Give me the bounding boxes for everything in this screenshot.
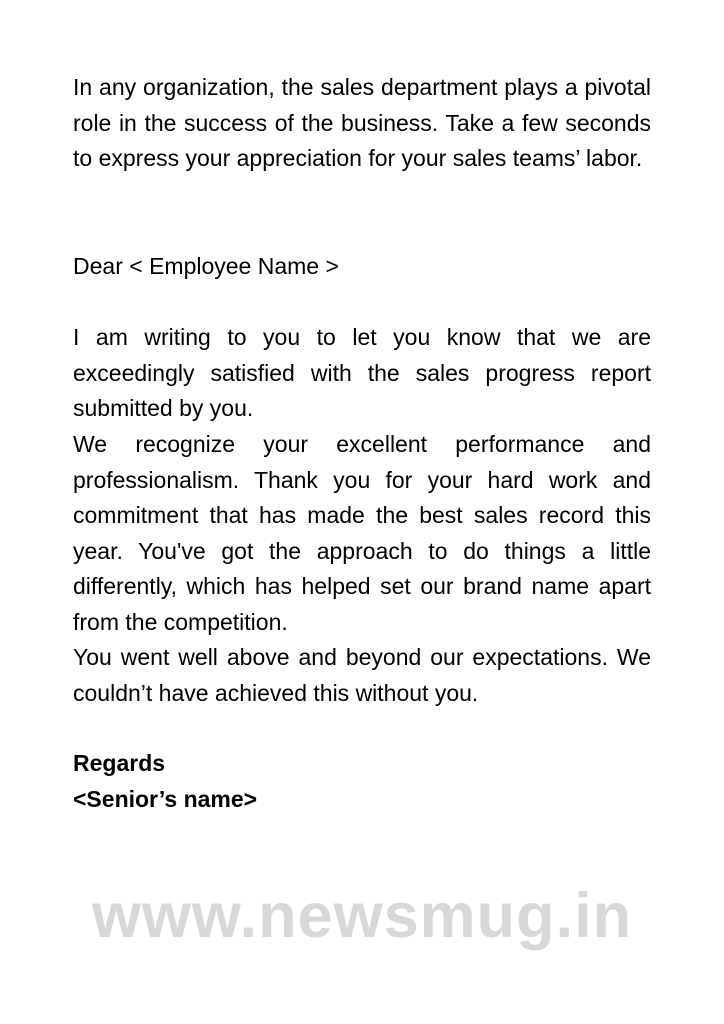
body-paragraph-1: I am writing to you to let you know that we are exceedingly satisfied with the sales progress report submitted by you. — [73, 324, 651, 421]
salutation: Dear < Employee Name > — [73, 253, 339, 279]
closing-regards: Regards — [73, 750, 166, 776]
intro-paragraph: In any organization, the sales department plays a pivotal role in the success of the business. Take a few seconds to express your appreciation for your sales teams’ labor. — [73, 74, 651, 171]
body-paragraph-3: You went well above and beyond our expectations. We couldn’t have achieved this without you. — [73, 644, 651, 706]
signature-name: <Senior’s name> — [73, 786, 258, 812]
watermark: www.newsmug.in — [91, 881, 633, 951]
body-paragraph-2: We recognize your excellent performance and professionalism. Thank you for your hard work and commitment that has made the best sales record this year. You've got the approach to do things a little differently, which has helped set our brand name apart from the competition. — [73, 431, 651, 635]
